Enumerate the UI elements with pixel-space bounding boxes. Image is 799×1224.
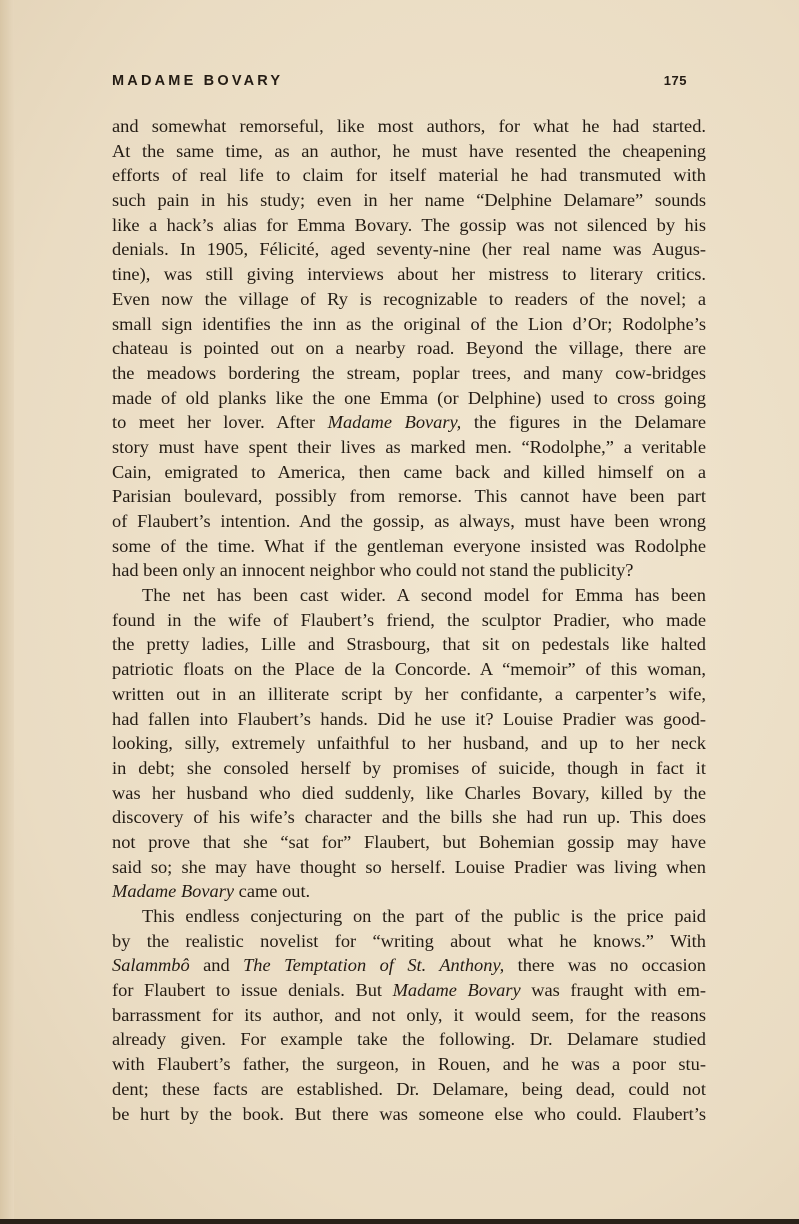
- text-line: [112, 805, 706, 830]
- text-line: [112, 855, 706, 880]
- text-run: was fraught with em-: [520, 980, 706, 1001]
- text-run: there was no occasion: [504, 955, 706, 976]
- text-line: [112, 386, 706, 411]
- text-run: the pretty ladies, Lille and Strasbourg, that sit on pedestals like halted: [112, 634, 706, 655]
- text-run: This endless conjecturing on the part of the public is the price paid: [142, 906, 706, 926]
- text-line: [112, 682, 706, 707]
- text-line: [112, 435, 706, 460]
- text-line: [112, 114, 706, 139]
- text-line: [112, 534, 706, 559]
- text-run: and: [189, 955, 244, 976]
- text-run: for Flaubert to issue denials. But: [112, 980, 393, 1001]
- text-run: came out.: [234, 881, 311, 902]
- text-line: [112, 904, 706, 929]
- page-number: 175: [663, 73, 687, 88]
- running-head: [112, 73, 687, 95]
- text-line: [112, 978, 706, 1003]
- text-line: [112, 583, 706, 608]
- text-run: barrassment for its author, and not only, it would seem, for the reasons: [112, 1004, 706, 1025]
- text-run: patriotic floats on the Place de la Concorde. A “memoir” of this woman,: [112, 659, 706, 680]
- text-line: [112, 484, 706, 509]
- text-run: with Flaubert’s father, the surgeon, in Rouen, and he was a poor stu-: [112, 1054, 706, 1075]
- text-line: [112, 781, 706, 806]
- text-run: by the realistic novelist for “writing about what he knows.” With: [112, 930, 706, 951]
- text-line: [112, 1102, 706, 1127]
- text-line: [112, 410, 706, 435]
- text-run: discovery of his wife’s character and the bills she had run up. This does: [112, 807, 706, 828]
- text-run: the meadows bordering the stream, poplar trees, and many cow-bridges: [112, 362, 706, 383]
- text-run: dent; these facts are established. Dr. Delamare, being dead, could not: [112, 1078, 706, 1099]
- text-run: and somewhat remorseful, like most authors, for what he had started.: [112, 116, 706, 136]
- text-run: in debt; she consoled herself by promises of suicide, though in fact it: [112, 757, 706, 778]
- text-line: [112, 558, 706, 583]
- text-line: [112, 312, 706, 337]
- text-run: such pain in his study; even in her name “Delphine Delamare” sounds: [112, 190, 706, 211]
- text-line: [112, 1003, 706, 1028]
- text-line: [112, 632, 706, 657]
- text-line: [112, 460, 706, 485]
- text-run: written out in an illiterate script by her confidante, a carpenter’s wife,: [112, 683, 706, 704]
- text-line: [112, 953, 706, 978]
- text-line: [112, 731, 706, 756]
- text-line: [112, 830, 706, 855]
- text-run: Parisian boulevard, possibly from remorse. This cannot have been part: [112, 486, 706, 507]
- text-run: story must have spent their lives as marked men. “Rodolphe,” a veritable: [112, 436, 706, 457]
- italic-title: Madame Bovary: [392, 980, 521, 1001]
- italic-title: Madame Bovary,: [327, 412, 462, 433]
- running-head-title: MADAME BOVARY: [112, 73, 284, 89]
- text-line: [112, 879, 706, 904]
- text-line: [112, 707, 706, 732]
- text-run: had fallen into Flaubert’s hands. Did he use it? Louise Pradier was good-: [112, 708, 706, 729]
- text-line: [112, 657, 706, 682]
- text-line: [112, 188, 706, 213]
- text-run: looking, silly, extremely unfaithful to her husband, and up to her neck: [112, 733, 706, 754]
- text-line: [112, 361, 706, 386]
- text-line: [112, 336, 706, 361]
- text-run: found in the wife of Flaubert’s friend, the sculptor Pradier, who made: [112, 609, 706, 630]
- text-run: like a hack’s alias for Emma Bovary. The gossip was not silenced by his: [112, 214, 706, 235]
- italic-title: Madame Bovary: [112, 881, 235, 902]
- text-run: was her husband who died suddenly, like Charles Bovary, killed by the: [112, 782, 706, 803]
- text-line: [112, 509, 706, 534]
- text-run: some of the time. What if the gentleman everyone insisted was Rodolphe: [112, 535, 706, 556]
- text-run: efforts of real life to claim for itself material he had transmuted with: [112, 165, 706, 186]
- text-run: to meet her lover. After: [112, 412, 328, 433]
- text-run: be hurt by the book. But there was someone else who could. Flaubert’s: [112, 1103, 706, 1124]
- text-run: already given. For example take the following. Dr. Delamare studied: [112, 1029, 706, 1050]
- text-run: the figures in the Delamare: [461, 412, 707, 433]
- text-line: [112, 1052, 706, 1077]
- text-run: Even now the village of Ry is recognizable to readers of the novel; a: [112, 288, 706, 309]
- text-run: small sign identifies the inn as the original of the Lion d’Or; Rodolphe’s: [112, 313, 706, 334]
- text-run: At the same time, as an author, he must have resented the cheapening: [112, 140, 706, 161]
- text-run: Cain, emigrated to America, then came back and killed himself on a: [112, 461, 706, 482]
- page-gutter: [0, 0, 14, 1224]
- text-run: made of old planks like the one Emma (or Delphine) used to cross going: [112, 387, 706, 408]
- text-line: [112, 163, 706, 188]
- text-line: [112, 213, 706, 238]
- text-run: chateau is pointed out on a nearby road. Beyond the village, there are: [112, 338, 706, 359]
- text-line: [112, 756, 706, 781]
- body-text: [112, 114, 706, 1126]
- text-line: [112, 929, 706, 954]
- text-run: tine), was still giving interviews about her mistress to literary critics.: [112, 264, 706, 285]
- text-line: [112, 262, 706, 287]
- text-run: of Flaubert’s intention. And the gossip, as always, must have been wrong: [112, 511, 706, 531]
- text-run: had been only an innocent neighbor who could not stand the publicity?: [112, 560, 634, 581]
- text-run: said so; she may have thought so herself. Louise Pradier was living when: [112, 856, 706, 877]
- text-line: [112, 1077, 706, 1102]
- text-line: [112, 237, 706, 262]
- text-run: The net has been cast wider. A second model for Emma has been: [142, 585, 706, 606]
- text-run: not prove that she “sat for” Flaubert, but Bohemian gossip may have: [112, 831, 706, 852]
- italic-title: The Temptation of St. Anthony,: [243, 955, 505, 976]
- text-line: [112, 1027, 706, 1052]
- text-run: denials. In 1905, Félicité, aged seventy-nine (her real name was Augus-: [112, 239, 706, 260]
- italic-title: Salammbô: [112, 955, 190, 976]
- text-line: [112, 139, 706, 164]
- text-line: [112, 608, 706, 633]
- page-bottom-edge: [0, 1219, 799, 1224]
- text-line: [112, 287, 706, 312]
